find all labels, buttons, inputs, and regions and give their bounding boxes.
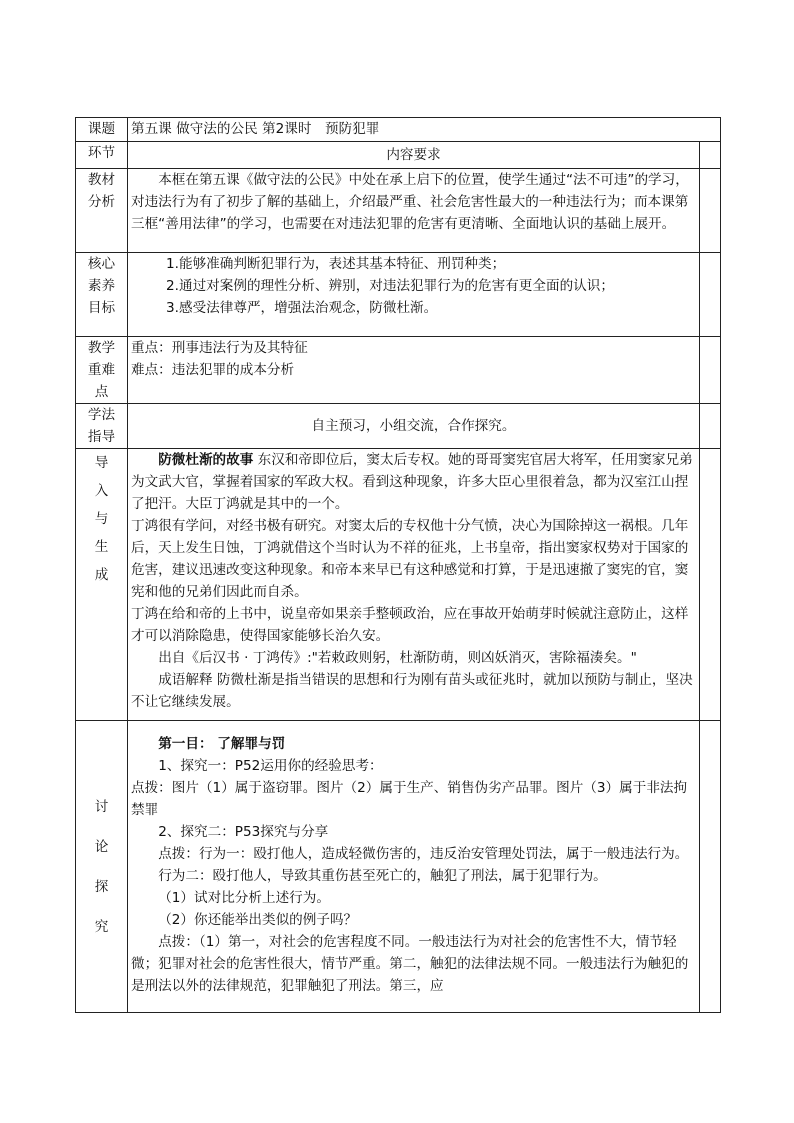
method-label: 学法 指导 [76,404,128,449]
textbook-row [76,169,721,253]
textbook-content: 本框在第五课《做守法的公民》中处在承上启下的位置，使学生通过“法不可违”的学习，对违法行为有了初步了解的基础上，介绍最严重、社会危害性最大的一种违法行为；而本课第三框“善用法律”的学习，也需要在对违法犯罪的危害有更清晰、全面地认识的基础上展开。 [128,169,700,253]
intro-paragraph: 丁鸿在给和帝的上书中，说皇帝如果亲手整顿政治，应在事故开始萌芽时候就注意防止，这样才可以消除隐患，使得国家能够长治久安。 [131,606,689,644]
method-content: 自主预习，小组交流，合作探究。 [128,404,700,449]
goals-content [128,253,700,337]
story-title: 防微杜渐的故事 [158,452,254,468]
topic-content: 第五课 做守法的公民 第2课时 预防犯罪 [128,118,721,142]
lesson-plan-table [75,117,721,1013]
discuss-row [76,721,721,1013]
intro-content: 防微杜渐的故事 东汉和帝即位后，窦太后专权。她的哥哥窦宪官居大将军，任用窦家兄弟为文武大官，掌握着国家的军政大权。看到这种现象，许多大臣心里很着急，都为汉室江山捏了把汗。大臣丁鸿就是其中的一个。 丁鸿很有学问，对经书极有研究。对窦太后的专权他十分气愤，决心为国除掉这一祸根。几年后，天上发生日蚀，丁鸿就借这个当时认为不祥的征兆，上书皇帝，指出窦家权势对于国家的危害，建议迅速改变这种现象。和帝本来早已有这种感觉和打算，于是迅速撤了窦宪的官，窦宪和他的兄弟们因此而自杀。 丁鸿在给和帝的上书中，说皇帝如果亲手整顿政治，应在事故开始萌芽时候就注意防止，这样才可以消除隐患，使得国家能够长治久安。 出自《后汉书 · 丁鸿传》:"若敕政则躬，杜渐防萌，则凶妖消灭，害除福湊矣。" 成语解释 防微杜渐是指当错误的思想和行为刚有苗头或征兆时，就加以预防与制止，坚决不让它继续发展。 [128,449,700,721]
discuss-label: 讨 论 探 究 [76,721,128,1013]
key-points-label: 教学 重难 点 [76,337,128,404]
goal-item: 2.通过对案例的理性分析、辨别，对违法犯罪行为的危害有更全面的认识； [166,278,614,294]
key-points-content [128,337,700,404]
key-point: 重点：刑事违法行为及其特征 [131,340,308,356]
topic-label: 课题 [76,118,128,142]
goal-item: 3.感受法律尊严，增强法治观念，防微杜渐。 [166,300,438,316]
intro-paragraph: 成语解释 防微杜渐是指当错误的思想和行为刚有苗头或征兆时，就加以预防与制止，坚决不让它继续发展。 [131,672,693,710]
goals-label: 核心 素养 目标 [76,253,128,337]
intro-row [76,449,721,721]
difficulty-point: 难点：违法犯罪的成本分析 [131,362,295,378]
discuss-heading: 第一目： 了解罪与罚 [158,736,286,752]
header-content: 内容要求 [128,142,700,169]
discuss-content: 第一目： 了解罪与罚 1、探究一：P52运用你的经验思考： 点拨：图片（1）属于盗窃罪。图片（2）属于生产、销售伪劣产品罪。图片（3）属于非法拘禁罪 2、探究二：P53探究与分享 点拨：行为一：殴打他人，造成轻微伤害的，违反治安管理处罚法，属于一般违法行为。 行为二：殴打他人，导致其重伤甚至死亡的，触犯了刑法，属于犯罪行为。 （1）试对比分析上述行为。 （2）你还能举出类似的例子吗？ 点拨：（1）第一，对社会的危害程度不同。一般违法行为对社会的危害性不大，情节轻微；犯罪对社会的危害性很大，情节严重。第二，触犯的法律法规不同。一般违法行为触犯的是刑法以外的法律规范，犯罪触犯了刑法。第三，应 [128,721,700,1013]
method-row [76,404,721,449]
topic-row [76,118,721,142]
key-points-row [76,337,721,404]
intro-label: 导 入 与 生 成 [76,449,128,721]
goals-row [76,253,721,337]
textbook-label: 教材 分析 [76,169,128,253]
goal-item: 1.能够准确判断犯罪行为，表述其基本特征、刑罚种类； [166,256,506,272]
header-row [76,142,721,169]
intro-paragraph: 丁鸿很有学问，对经书极有研究。对窦太后的专权他十分气愤，决心为国除掉这一祸根。几年后，天上发生日蚀，丁鸿就借这个当时认为不祥的征兆，上书皇帝，指出窦家权势对于国家的危害，建议迅速改变这种现象。和帝本来早已有这种感觉和打算，于是迅速撤了窦宪的官，窦宪和他的兄弟们因此而自杀。 [131,518,689,600]
header-label: 环节 [76,142,128,169]
intro-paragraph: 出自《后汉书 · 丁鸿传》:"若敕政则躬，杜渐防萌，则凶妖消灭，害除福湊矣。" [158,650,637,666]
